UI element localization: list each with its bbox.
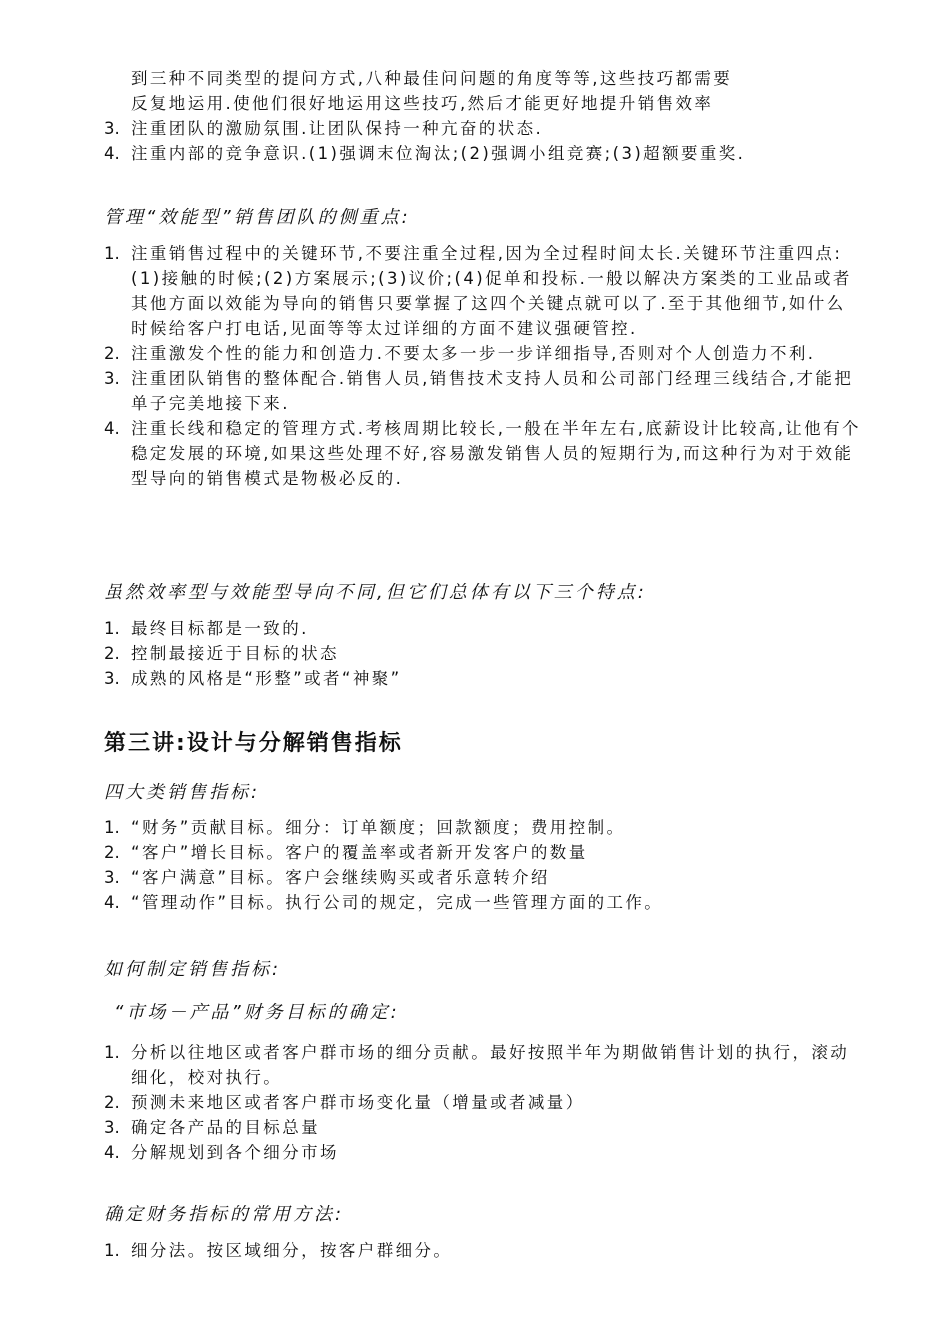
item-number: 2. xyxy=(104,344,120,363)
item-number: 4. xyxy=(104,419,120,438)
how-list xyxy=(104,1040,864,1165)
lecture-title: 第三讲:设计与分解销售指标 xyxy=(104,731,403,756)
item-number: 1. xyxy=(104,1241,120,1260)
item-number: 1. xyxy=(104,1043,120,1062)
item-number: 3. xyxy=(104,1118,120,1137)
item-text: 分析以往地区或者客户群市场的细分贡献。最好按照半年为期做销售计划的执行，滚动细化，校对执行。 xyxy=(131,1043,850,1087)
item-text: 预测未来地区或者客户群市场变化量（增量或者减量） xyxy=(131,1093,585,1112)
item-text: 注重长线和稳定的管理方式.考核周期比较长,一般在半年左右,底薪设计比较高,让他有个稳定发展的环境,如果这些处理不好,容易激发销售人员的短期行为,而这种行为对于效能型导向的销售模式是物极必反的. xyxy=(131,419,861,488)
item-text: 注重团队销售的整体配合.销售人员,销售技术支持人员和公司部门经理三线结合,才能把单子完美地接下来. xyxy=(131,369,854,413)
item-number: 3. xyxy=(104,369,120,388)
item-text: 注重激发个性的能力和创造力.不要太多一步一步详细指导,否则对个人创造力不利. xyxy=(131,344,816,363)
list-item xyxy=(104,840,864,865)
section-heading-common: 虽然效率型与效能型导向不同,但它们总体有以下三个特点: xyxy=(104,582,647,603)
item-text: 成熟的风格是“形整”或者“神聚” xyxy=(131,669,402,688)
item-number: 2. xyxy=(104,1093,120,1112)
item-number: 2. xyxy=(104,843,120,862)
item-text: “财务”贡献目标。细分：订单额度；回款额度；费用控制。 xyxy=(131,818,626,837)
list-item xyxy=(104,1115,864,1140)
item-text: 最终目标都是一致的. xyxy=(131,619,309,638)
continuation-line: 反复地运用.使他们很好地运用这些技巧,然后才能更好地提升销售效率 xyxy=(131,94,714,113)
list-item xyxy=(104,1140,864,1165)
item-text: “客户满意”目标。客户会继续购买或者乐意转介绍 xyxy=(131,868,550,887)
list-item xyxy=(104,366,864,416)
list-item xyxy=(104,1040,864,1090)
item-number: 4. xyxy=(104,893,120,912)
list-item xyxy=(104,815,864,840)
list-item xyxy=(104,1238,864,1263)
effectiveness-list xyxy=(104,241,864,491)
list-item xyxy=(104,865,864,890)
list-item xyxy=(104,616,864,641)
continuation-line: 到三种不同类型的提问方式,八种最佳问问题的角度等等,这些技巧都需要 xyxy=(131,69,733,88)
section-subheading-market: “市场－产品”财务目标的确定: xyxy=(114,1002,400,1023)
list-item xyxy=(104,116,864,141)
four-list xyxy=(104,815,864,915)
item-number: 4. xyxy=(104,1143,120,1162)
item-text: 分解规划到各个细分市场 xyxy=(131,1143,339,1162)
item-text: “管理动作”目标。执行公司的规定，完成一些管理方面的工作。 xyxy=(131,893,664,912)
item-number: 4. xyxy=(104,144,120,163)
item-text: 注重销售过程中的关键环节,不要注重全过程,因为全过程时间太长.关键环节注重四点:(1)接触的时候;(2)方案展示;(3)议价;(4)促单和投标.一般以解决方案类的工业品或者其他方面以效能为导向的销售只要掌握了这四个关键点就可以了.至于其他细节,如什么时候给客户打电话,见面等等太过详细的方面不建议强硬管控. xyxy=(131,244,852,338)
list-item xyxy=(104,666,864,691)
item-text: 注重内部的竞争意识.(1)强调末位淘汰;(2)强调小组竞赛;(3)超额要重奖. xyxy=(131,144,746,163)
item-number: 1. xyxy=(104,244,120,263)
list-item xyxy=(104,141,864,166)
item-text: “客户”增长目标。客户的覆盖率或者新开发客户的数量 xyxy=(131,843,588,862)
list-item xyxy=(104,241,864,341)
item-text: 注重团队的激励氛围.让团队保持一种亢奋的状态. xyxy=(131,119,544,138)
common-list xyxy=(104,616,864,691)
section-heading-four: 四大类销售指标: xyxy=(104,782,261,803)
item-number: 2. xyxy=(104,644,120,663)
item-number: 3. xyxy=(104,119,120,138)
list-item xyxy=(104,341,864,366)
methods-list xyxy=(104,1238,864,1263)
item-number: 1. xyxy=(104,818,120,837)
item-number: 3. xyxy=(104,868,120,887)
item-number: 1. xyxy=(104,619,120,638)
section-heading-methods: 确定财务指标的常用方法: xyxy=(104,1204,345,1225)
list-item xyxy=(104,641,864,666)
list-item xyxy=(104,1090,864,1115)
top-list xyxy=(104,66,864,166)
section-heading-how: 如何制定销售指标: xyxy=(104,959,282,980)
list-item xyxy=(104,416,864,491)
item-text: 细分法。按区域细分，按客户群细分。 xyxy=(131,1241,453,1260)
item-text: 控制最接近于目标的状态 xyxy=(131,644,339,663)
item-number: 3. xyxy=(104,669,120,688)
item-text: 确定各产品的目标总量 xyxy=(131,1118,320,1137)
section-heading-effectiveness: 管理“效能型”销售团队的侧重点: xyxy=(104,207,411,228)
list-item xyxy=(104,890,864,915)
